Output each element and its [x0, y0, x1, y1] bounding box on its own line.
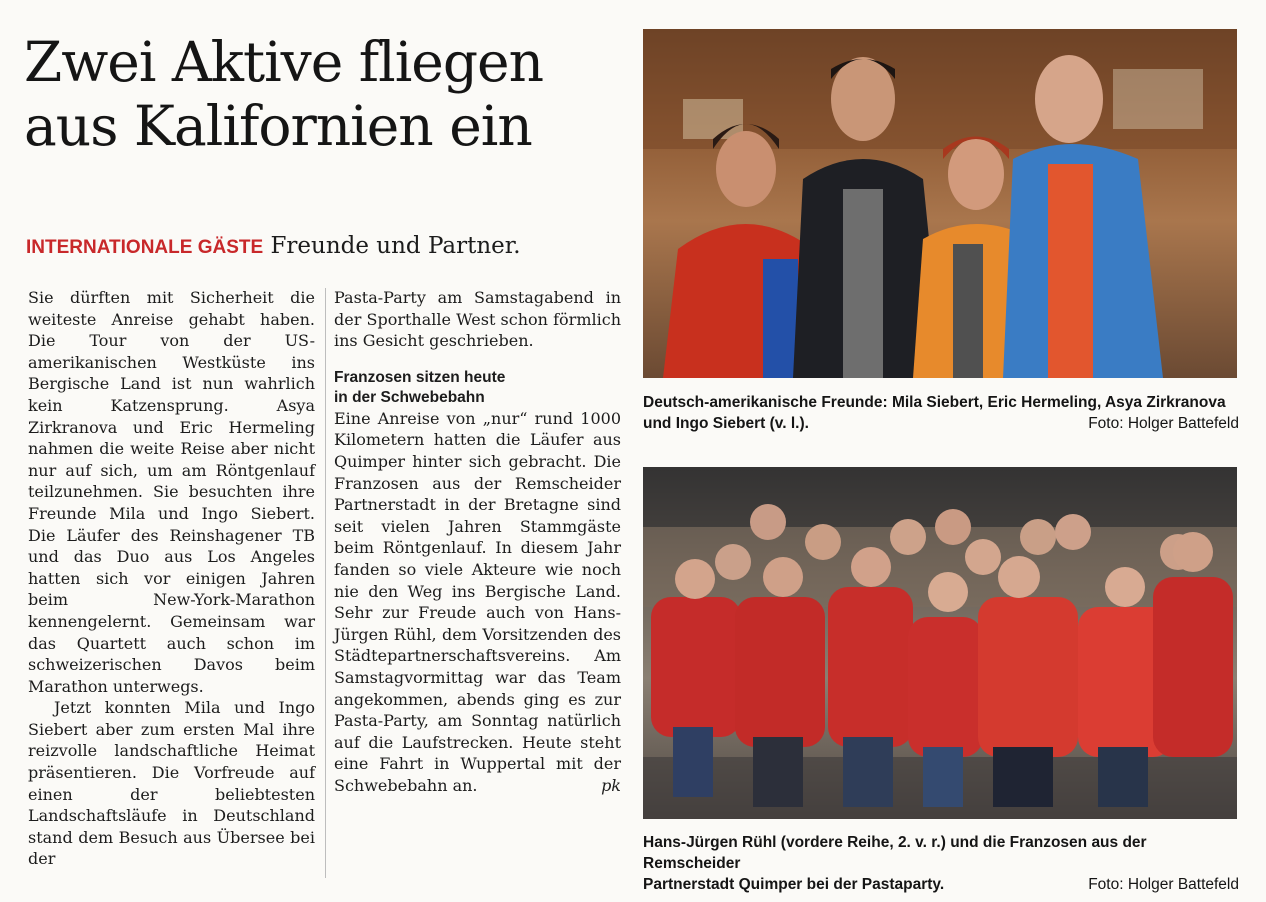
- subhead: Freunde und Partner.: [270, 233, 521, 259]
- author-initials: pk: [601, 775, 621, 795]
- caption-line-2-row: [643, 874, 1239, 895]
- crosshead-line-2: in der Schwebebahn: [334, 388, 485, 406]
- photo-credit: Foto: Holger Battefeld: [1088, 876, 1239, 893]
- headline-line-2: aus Kalifornien ein: [24, 94, 532, 158]
- photo-french-group: [643, 467, 1237, 819]
- crosshead: [334, 368, 621, 408]
- photo-credit: Foto: Holger Battefeld: [1088, 415, 1239, 432]
- article-column-2: [334, 287, 621, 796]
- paragraph: [334, 408, 621, 797]
- paragraph: Jetzt konnten Mila und Ingo Siebert aber zum ersten Mal ihre reizvolle landschaftliche Heimat präsentieren. Die Vorfreude auf einen der beliebtesten Landschaftsläufe in Deutschland stand dem Besuch aus Übersee bei der: [28, 698, 315, 869]
- caption-line-1: Hans-Jürgen Rühl (vordere Reihe, 2. v. r.) und die Franzosen aus der Remscheider: [643, 834, 1147, 872]
- paragraph-text: Eine Anreise von „nur“ rund 1000 Kilometern hatten die Läufer aus Quimper hinter sich gebracht. Die Franzosen aus der Remscheider Partnerstadt in der Bretagne sind seit vielen Jahren Stammgäste beim Röntgenlauf. In diesem Jahr fanden so viele Akteure wie noch nie den Weg ins Bergische Land. Sehr zur Freude auch von Hans-Jürgen Rühl, dem Vorsitzenden des Städtepartnerschaftsvereins. Am Samstagvormittag war das Team angekommen, abends ging es zur Pasta-Party, am Sonntag natürlich auf die Laufstrecken. Heute steht eine Fahrt in Wuppertal mit der Schwebebahn an.: [334, 408, 621, 795]
- article-column-1: [28, 287, 315, 870]
- photo-illustration: [643, 29, 1237, 378]
- photo2-caption: [643, 832, 1239, 895]
- caption-line-2-row: [643, 413, 1239, 434]
- paragraph: Sie dürften mit Sicherheit die weiteste Anreise gehabt haben. Die Tour von der US-amerikanischen Westküste ins Bergische Land ist nun wahrlich kein Katzensprung. Asya Zirkranova und Eric Hermeling nahmen die weite Reise aber nicht nur auf sich, um am Röntgenlauf teilzunehmen. Sie besuchten ihre Freunde Mila und Ingo Siebert. Die Läufer des Reinshagener TB und das Duo aus Los Angeles hatten sich vor einigen Jahren beim New-York-Marathon kennengelernt. Gemeinsam war das Quartett auch schon im schweizerischen Davos beim Marathon unterwegs.: [28, 288, 315, 696]
- caption-line-2: Partnerstadt Quimper bei der Pastaparty.: [643, 876, 945, 893]
- headline: [24, 30, 624, 158]
- caption-line-2: und Ingo Siebert (v. l.).: [643, 415, 809, 432]
- column-divider: [325, 288, 326, 878]
- caption-line-1: Deutsch-amerikanische Freunde: Mila Siebert, Eric Hermeling, Asya Zirkranova: [643, 394, 1226, 411]
- photo-four-runners: [643, 29, 1237, 378]
- paragraph: Pasta-Party am Samstagabend in der Sporthalle West schon förmlich ins Gesicht geschrieben.: [334, 288, 621, 351]
- photo-illustration: [643, 467, 1237, 819]
- photo1-caption: [643, 392, 1239, 434]
- kicker-line: [26, 233, 626, 259]
- kicker: INTERNATIONALE GÄSTE: [26, 237, 264, 258]
- headline-line-1: Zwei Aktive fliegen: [24, 30, 544, 94]
- crosshead-line-1: Franzosen sitzen heute: [334, 368, 506, 386]
